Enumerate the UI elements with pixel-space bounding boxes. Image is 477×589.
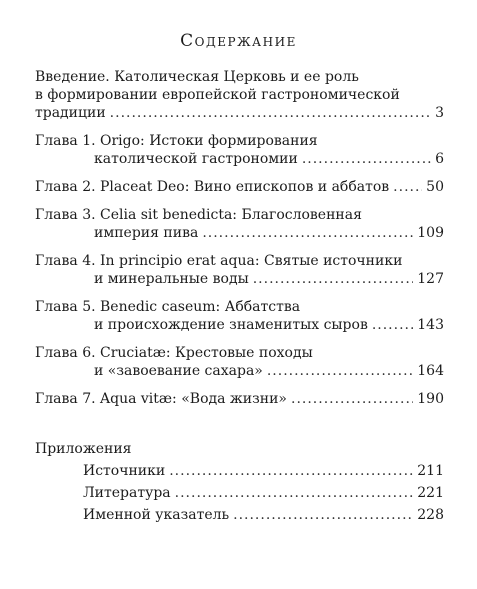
- toc-entry-text: и происхождение знаменитых сыров: [94, 317, 368, 333]
- page-number: 228: [417, 507, 444, 523]
- toc-entry-chapter-6: [35, 344, 444, 380]
- page-number: 143: [417, 317, 444, 333]
- page-title: Содержание: [180, 31, 297, 51]
- toc-entry-text: Глава 5. Benedic caseum: Аббатства: [35, 299, 301, 315]
- toc-entry-text: Источники: [83, 463, 166, 479]
- dot-leader: [233, 506, 413, 524]
- page-number: 221: [417, 485, 444, 501]
- toc-entry-text: Именной указатель: [83, 507, 230, 523]
- dot-leader: [169, 462, 413, 480]
- toc-entry-text: Глава 2. Placeat Deo: Вино епископов и аббатов: [35, 179, 390, 195]
- toc-entry-intro: [35, 68, 444, 122]
- toc-entry-text: империя пива: [94, 225, 199, 241]
- dot-leader: [202, 224, 413, 242]
- toc-entry-text: в формировании европейской гастрономической: [35, 87, 400, 103]
- toc-entry-text: Глава 4. In principio erat aqua: Святые источники: [35, 253, 403, 269]
- page-number: 127: [417, 271, 444, 287]
- dot-leader: [267, 362, 413, 380]
- toc-entry-text: традиции: [35, 105, 106, 121]
- page-number: 50: [426, 179, 444, 195]
- table-of-contents: [35, 68, 444, 418]
- dot-leader: [175, 484, 414, 502]
- toc-entry-chapter-7: [35, 390, 444, 408]
- toc-entry-chapter-4: [35, 252, 444, 288]
- page-number: 164: [417, 363, 444, 379]
- toc-entry-text: Глава 1. Origo: Истоки формирования: [35, 133, 318, 149]
- dot-leader: [110, 104, 431, 122]
- dot-leader: [253, 270, 414, 288]
- toc-entry-sources: [35, 462, 444, 480]
- toc-entry-text: и минеральные воды: [94, 271, 249, 287]
- toc-entry-text: Введение. Католическая Церковь и ее роль: [35, 69, 359, 85]
- toc-entry-text: Литература: [83, 485, 171, 501]
- page-number: 6: [435, 151, 444, 167]
- dot-leader: [372, 316, 413, 334]
- toc-entry-text: Глава 6. Cruciatæ: Крестовые походы: [35, 345, 313, 361]
- toc-entry-chapter-5: [35, 298, 444, 334]
- page-number: 109: [417, 225, 444, 241]
- toc-entry-literature: [35, 484, 444, 502]
- toc-entry-chapter-3: [35, 206, 444, 242]
- toc-entry-text: и «завоевание сахара»: [94, 363, 263, 379]
- toc-entry-chapter-2: [35, 178, 444, 196]
- page-number: 3: [435, 105, 444, 121]
- toc-entry-text: Глава 3. Celia sit benedicta: Благословенная: [35, 207, 362, 223]
- toc-entry-name-index: [35, 506, 444, 524]
- dot-leader: [291, 390, 413, 408]
- page-number: 190: [417, 391, 444, 407]
- toc-entry-chapter-1: [35, 132, 444, 168]
- dot-leader: [393, 178, 422, 196]
- toc-entry-text: католической гастрономии: [94, 151, 298, 167]
- page-number: 211: [417, 463, 444, 479]
- appendix-title: Приложения: [35, 441, 132, 457]
- toc-entry-text: Глава 7. Aqua vitæ: «Вода жизни»: [35, 391, 287, 407]
- dot-leader: [302, 150, 431, 168]
- appendix-section: [35, 440, 444, 528]
